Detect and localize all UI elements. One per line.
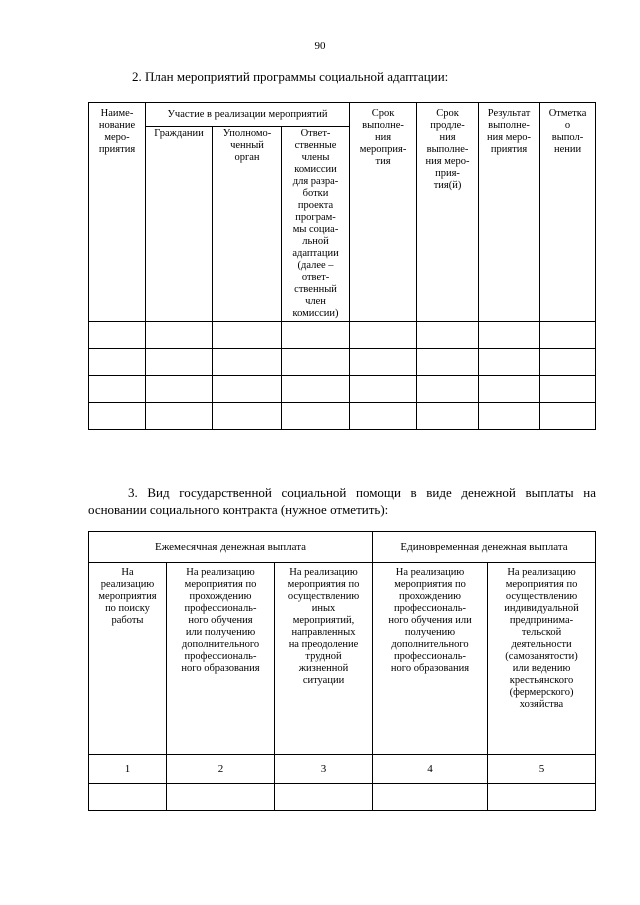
- table-cell[interactable]: [350, 322, 417, 349]
- table-cell[interactable]: [89, 349, 146, 376]
- table-cell[interactable]: [350, 403, 417, 430]
- table-cell[interactable]: [282, 322, 350, 349]
- selection-row: [89, 784, 596, 811]
- header-lump-sum-payment: Единовременная денежная выплата: [373, 532, 596, 563]
- table-cell[interactable]: [282, 376, 350, 403]
- table-cell[interactable]: [540, 349, 596, 376]
- table-cell[interactable]: [89, 403, 146, 430]
- column-number: 4: [373, 755, 488, 784]
- header-participation: Участие в реализации мероприятий: [146, 103, 350, 127]
- table-cell[interactable]: [89, 376, 146, 403]
- page-number: 90: [314, 40, 326, 52]
- header-activity-name: Наиме- нование меро- приятия: [89, 103, 146, 322]
- table-cell[interactable]: [213, 376, 282, 403]
- header-commission-members: Ответ- ственные члены комиссии для разра- ботки проекта програм- мы социа- льной адаптации (далее – ответ- ственный член комиссии): [282, 127, 350, 322]
- option-job-search: На реализацию мероприятия по поиску работы: [89, 563, 167, 755]
- table-cell[interactable]: [350, 349, 417, 376]
- table-cell[interactable]: [282, 349, 350, 376]
- selection-cell[interactable]: [275, 784, 373, 811]
- table-cell[interactable]: [479, 322, 540, 349]
- header-extension: Срок продле- ния выполне- ния меро- прия- тия(й): [417, 103, 479, 322]
- table-cell[interactable]: [479, 349, 540, 376]
- payment-type-table: [88, 531, 596, 811]
- header-monthly-payment: Ежемесячная денежная выплата: [89, 532, 373, 563]
- table-cell[interactable]: [213, 322, 282, 349]
- table-row: [89, 376, 596, 403]
- table-cell[interactable]: [146, 349, 213, 376]
- table-cell[interactable]: [417, 349, 479, 376]
- column-number: 2: [167, 755, 275, 784]
- column-number: 1: [89, 755, 167, 784]
- selection-cell[interactable]: [373, 784, 488, 811]
- section-3-text: 3. Вид государственной социальной помощи в виде денежной выплаты на основании социального контракта (нужное отметить):: [88, 485, 596, 517]
- table-row: [89, 349, 596, 376]
- header-completion-note: Отметка о выпол- нении: [540, 103, 596, 322]
- table-cell[interactable]: [89, 322, 146, 349]
- column-number: 5: [488, 755, 596, 784]
- header-citizen: Граждании: [146, 127, 213, 322]
- column-numbers-row: [89, 755, 596, 784]
- table-row: [89, 403, 596, 430]
- selection-cell[interactable]: [167, 784, 275, 811]
- selection-cell[interactable]: [488, 784, 596, 811]
- table-cell[interactable]: [540, 403, 596, 430]
- header-result: Результат выполне- ния меро- приятия: [479, 103, 540, 322]
- table-cell[interactable]: [146, 376, 213, 403]
- table-cell[interactable]: [479, 403, 540, 430]
- table-cell[interactable]: [417, 376, 479, 403]
- selection-cell[interactable]: [89, 784, 167, 811]
- column-number: 3: [275, 755, 373, 784]
- table-cell[interactable]: [350, 376, 417, 403]
- header-term: Срок выполне- ния мероприя- тия: [350, 103, 417, 322]
- table-cell[interactable]: [146, 322, 213, 349]
- option-hard-situation: На реализацию мероприятия по осуществлению иных мероприятий, направленных на преодоление трудной жизненной ситуации: [275, 563, 373, 755]
- table-cell[interactable]: [417, 403, 479, 430]
- table-cell[interactable]: [213, 403, 282, 430]
- activity-plan-table: [88, 102, 596, 430]
- option-entrepreneurship: На реализацию мероприятия по осуществлению индивидуальной предпринима- тельской деятельности (самозанятости) или ведению крестьянского (фермерского) хозяйства: [488, 563, 596, 755]
- header-authorized-body: Уполномо- ченный орган: [213, 127, 282, 322]
- table-cell[interactable]: [213, 349, 282, 376]
- table-cell[interactable]: [540, 376, 596, 403]
- section-2-title: 2. План мероприятий программы социальной адаптации:: [132, 69, 449, 84]
- table-row: [89, 322, 596, 349]
- option-training-monthly: На реализацию мероприятия по прохождению профессиональ- ного обучения или получению дополнительного профессиональ- ного образования: [167, 563, 275, 755]
- table-cell[interactable]: [146, 403, 213, 430]
- table-cell[interactable]: [417, 322, 479, 349]
- table-cell[interactable]: [479, 376, 540, 403]
- table-cell[interactable]: [540, 322, 596, 349]
- option-training-lump-sum: На реализацию мероприятия по прохождению профессиональ- ного обучения или получению дополнительного профессиональ- ного образования: [373, 563, 488, 755]
- table-cell[interactable]: [282, 403, 350, 430]
